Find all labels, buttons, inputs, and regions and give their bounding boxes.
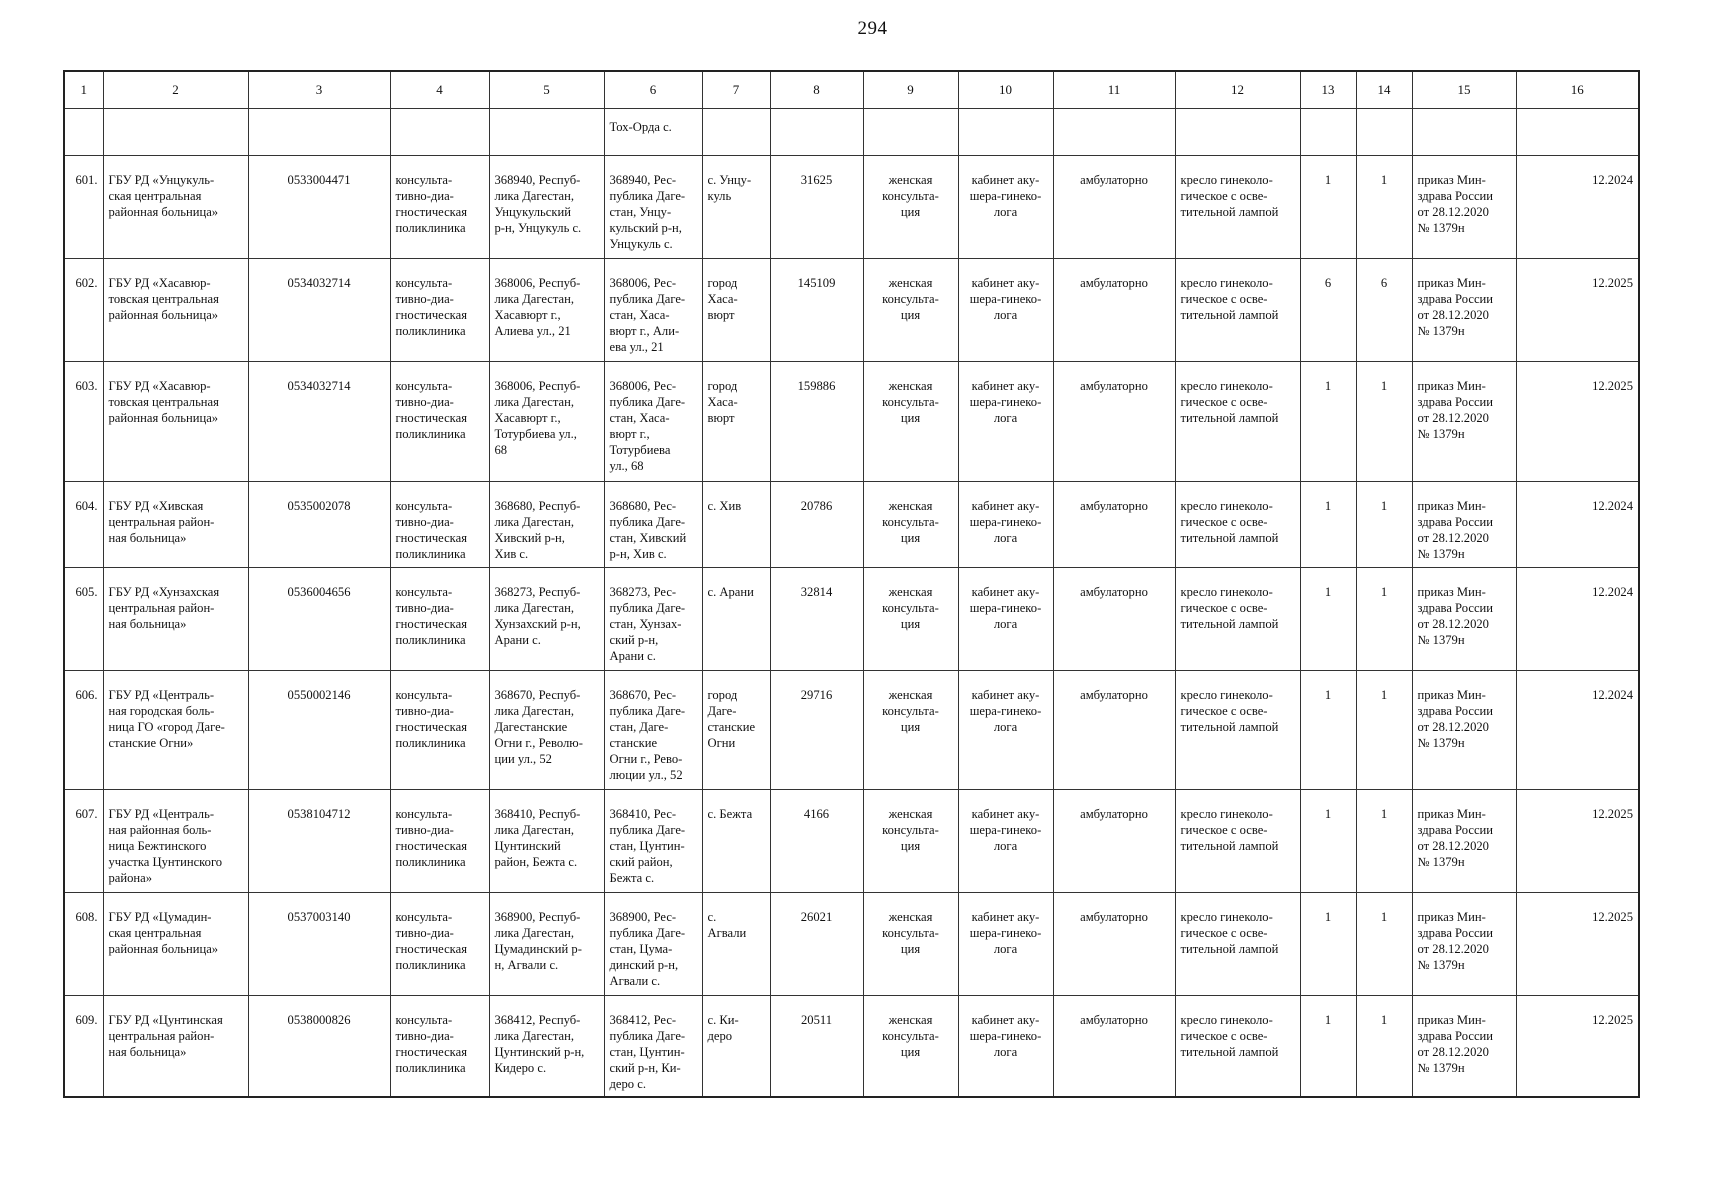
cell-legal-address: 368670, Респуб- лика Дагестан, Дагестанские Огни г., Револю- ции ул., 52	[489, 671, 604, 790]
cell-unit-type: консульта- тивно-диа- гностическая поликлиника	[390, 671, 489, 790]
cell-row-number: 606.	[64, 671, 103, 790]
column-header: 12	[1175, 71, 1300, 109]
cell-actual-address: 368900, Рес- публика Даге- стан, Цума- динский р-н, Агвали с.	[604, 893, 702, 996]
cell-quantity-needed: 1	[1300, 568, 1356, 671]
cell-care-form: амбулаторно	[1053, 996, 1175, 1098]
cell-office: кабинет аку- шера-гинеко- лога	[958, 671, 1053, 790]
cell-legal-address: 368410, Респуб- лика Дагестан, Цунтинский район, Бежта с.	[489, 790, 604, 893]
cell-quantity-planned: 1	[1356, 671, 1412, 790]
cell-population: 31625	[770, 156, 863, 259]
cell-quantity-needed: 1	[1300, 156, 1356, 259]
cell-unit-type: консульта- тивно-диа- гностическая поликлиника	[390, 996, 489, 1098]
cell-equipment: кресло гинеколо- гическое с осве- тительной лампой	[1175, 156, 1300, 259]
cell-quantity-planned: 1	[1356, 996, 1412, 1098]
cell-organization-name: ГБУ РД «Хивская центральная район- ная больница»	[103, 482, 248, 568]
cell-legal-address: 368940, Респуб- лика Дагестан, Унцукульский р-н, Унцукуль с.	[489, 156, 604, 259]
cell-care-form: амбулаторно	[1053, 259, 1175, 362]
column-header: 5	[489, 71, 604, 109]
cell-unit-type: консульта- тивно-диа- гностическая поликлиника	[390, 790, 489, 893]
cell-deadline: 12.2025	[1516, 259, 1639, 362]
cell-deadline: 12.2024	[1516, 482, 1639, 568]
column-header: 7	[702, 71, 770, 109]
cell-unit-type: консульта- тивно-диа- гностическая поликлиника	[390, 893, 489, 996]
table-cell	[770, 109, 863, 156]
cell-deadline: 12.2025	[1516, 790, 1639, 893]
column-header: 8	[770, 71, 863, 109]
cell-quantity-needed: 1	[1300, 482, 1356, 568]
cell-locality: с. Унцу- куль	[702, 156, 770, 259]
cell-standard-order: приказ Мин- здрава России от 28.12.2020 № 1379н	[1412, 362, 1516, 482]
cell-row-number: 604.	[64, 482, 103, 568]
cell-actual-address: 368940, Рес- публика Даге- стан, Унцу- кульский р-н, Унцукуль с.	[604, 156, 702, 259]
cell-population: 32814	[770, 568, 863, 671]
cell-quantity-needed: 1	[1300, 362, 1356, 482]
table-cell	[702, 109, 770, 156]
cell-standard-order: приказ Мин- здрава России от 28.12.2020 № 1379н	[1412, 790, 1516, 893]
cell-inn: 0534032714	[248, 259, 390, 362]
cell-legal-address: 368900, Респуб- лика Дагестан, Цумадинский р- н, Агвали с.	[489, 893, 604, 996]
cell-equipment: кресло гинеколо- гическое с осве- тительной лампой	[1175, 671, 1300, 790]
cell-organization-name: ГБУ РД «Хасавюр- товская центральная районная больница»	[103, 362, 248, 482]
cell-office: кабинет аку- шера-гинеко- лога	[958, 790, 1053, 893]
cell-organization-name: ГБУ РД «Хунзахская центральная район- ная больница»	[103, 568, 248, 671]
cell-inn: 0533004471	[248, 156, 390, 259]
cell-standard-order: приказ Мин- здрава России от 28.12.2020 № 1379н	[1412, 482, 1516, 568]
register-table	[63, 70, 1640, 1098]
cell-legal-address: 368006, Респуб- лика Дагестан, Хасавюрт г., Тотурбиева ул., 68	[489, 362, 604, 482]
table-row	[64, 893, 1639, 996]
column-header: 11	[1053, 71, 1175, 109]
cell-row-number: 608.	[64, 893, 103, 996]
cell-standard-order: приказ Мин- здрава России от 28.12.2020 № 1379н	[1412, 156, 1516, 259]
cell-organization-name: ГБУ РД «Цунтинская центральная район- ная больница»	[103, 996, 248, 1098]
cell-department: женская консульта- ция	[863, 671, 958, 790]
table-cell	[1516, 109, 1639, 156]
cell-row-number: 609.	[64, 996, 103, 1098]
cell-legal-address: 368006, Респуб- лика Дагестан, Хасавюрт г., Алиева ул., 21	[489, 259, 604, 362]
cell-care-form: амбулаторно	[1053, 362, 1175, 482]
cell-standard-order: приказ Мин- здрава России от 28.12.2020 № 1379н	[1412, 996, 1516, 1098]
cell-actual-address: 368670, Рес- публика Даге- стан, Даге- станские Огни г., Рево- люции ул., 52	[604, 671, 702, 790]
cell-quantity-planned: 1	[1356, 362, 1412, 482]
column-header: 6	[604, 71, 702, 109]
cell-inn: 0535002078	[248, 482, 390, 568]
cell-locality: с. Ки- деро	[702, 996, 770, 1098]
table-cell	[1175, 109, 1300, 156]
cell-population: 145109	[770, 259, 863, 362]
cell-actual-address: 368410, Рес- публика Даге- стан, Цунтин- ский район, Бежта с.	[604, 790, 702, 893]
table-cell	[64, 109, 103, 156]
cell-equipment: кресло гинеколо- гическое с осве- тительной лампой	[1175, 996, 1300, 1098]
cell-department: женская консульта- ция	[863, 482, 958, 568]
cell-care-form: амбулаторно	[1053, 671, 1175, 790]
table-cell	[1053, 109, 1175, 156]
table-row	[64, 996, 1639, 1098]
cell-locality: с. Бежта	[702, 790, 770, 893]
table-cell	[1300, 109, 1356, 156]
cell-deadline: 12.2024	[1516, 568, 1639, 671]
column-header: 13	[1300, 71, 1356, 109]
cell-inn: 0550002146	[248, 671, 390, 790]
cell-equipment: кресло гинеколо- гическое с осве- тительной лампой	[1175, 362, 1300, 482]
cell-organization-name: ГБУ РД «Централь- ная городская боль- ница ГО «город Даге- станские Огни»	[103, 671, 248, 790]
table-cell	[103, 109, 248, 156]
cell-inn: 0536004656	[248, 568, 390, 671]
table-cell	[1412, 109, 1516, 156]
cell-care-form: амбулаторно	[1053, 156, 1175, 259]
cell-equipment: кресло гинеколо- гическое с осве- тительной лампой	[1175, 790, 1300, 893]
cell-locality: город Даге- станские Огни	[702, 671, 770, 790]
table-row	[64, 362, 1639, 482]
cell-care-form: амбулаторно	[1053, 893, 1175, 996]
cell-office: кабинет аку- шера-гинеко- лога	[958, 362, 1053, 482]
cell-inn: 0537003140	[248, 893, 390, 996]
cell-equipment: кресло гинеколо- гическое с осве- тительной лампой	[1175, 259, 1300, 362]
cell-actual-address: 368006, Рес- публика Даге- стан, Хаса- вюрт г., Али- ева ул., 21	[604, 259, 702, 362]
cell-equipment: кресло гинеколо- гическое с осве- тительной лампой	[1175, 893, 1300, 996]
cell-locality: город Хаса- вюрт	[702, 362, 770, 482]
cell-department: женская консульта- ция	[863, 156, 958, 259]
cell-office: кабинет аку- шера-гинеко- лога	[958, 568, 1053, 671]
cell-population: 26021	[770, 893, 863, 996]
column-header: 3	[248, 71, 390, 109]
column-header-row	[64, 71, 1639, 109]
cell-row-number: 603.	[64, 362, 103, 482]
cell-deadline: 12.2025	[1516, 362, 1639, 482]
cell-locality: с. Арани	[702, 568, 770, 671]
cell-standard-order: приказ Мин- здрава России от 28.12.2020 № 1379н	[1412, 893, 1516, 996]
cell-organization-name: ГБУ РД «Централь- ная районная боль- ница Бежтинского участка Цунтинского района»	[103, 790, 248, 893]
column-header: 9	[863, 71, 958, 109]
cell-office: кабинет аку- шера-гинеко- лога	[958, 482, 1053, 568]
cell-inn: 0538000826	[248, 996, 390, 1098]
cell-department: женская консульта- ция	[863, 568, 958, 671]
column-header: 4	[390, 71, 489, 109]
cell-organization-name: ГБУ РД «Хасавюр- товская центральная районная больница»	[103, 259, 248, 362]
cell-locality: с. Хив	[702, 482, 770, 568]
table-cell	[390, 109, 489, 156]
cell-quantity-needed: 6	[1300, 259, 1356, 362]
cell-unit-type: консульта- тивно-диа- гностическая поликлиника	[390, 362, 489, 482]
cell-equipment: кресло гинеколо- гическое с осве- тительной лампой	[1175, 482, 1300, 568]
cell-unit-type: консульта- тивно-диа- гностическая поликлиника	[390, 156, 489, 259]
cell-care-form: амбулаторно	[1053, 482, 1175, 568]
cell-department: женская консульта- ция	[863, 790, 958, 893]
cell-quantity-planned: 1	[1356, 156, 1412, 259]
cell-population: 20786	[770, 482, 863, 568]
cell-population: 29716	[770, 671, 863, 790]
cell-office: кабинет аку- шера-гинеко- лога	[958, 996, 1053, 1098]
cell-locality: с. Агвали	[702, 893, 770, 996]
continuation-row	[64, 109, 1639, 156]
cell-row-number: 601.	[64, 156, 103, 259]
table-row	[64, 482, 1639, 568]
cell-actual-address: 368680, Рес- публика Даге- стан, Хивский р-н, Хив с.	[604, 482, 702, 568]
cell-equipment: кресло гинеколо- гическое с осве- тительной лампой	[1175, 568, 1300, 671]
cell-standard-order: приказ Мин- здрава России от 28.12.2020 № 1379н	[1412, 671, 1516, 790]
cell-locality: город Хаса- вюрт	[702, 259, 770, 362]
cell-department: женская консульта- ция	[863, 996, 958, 1098]
cell-quantity-needed: 1	[1300, 790, 1356, 893]
cell-unit-type: консульта- тивно-диа- гностическая поликлиника	[390, 568, 489, 671]
cell-deadline: 12.2024	[1516, 156, 1639, 259]
cell-care-form: амбулаторно	[1053, 568, 1175, 671]
cell-row-number: 602.	[64, 259, 103, 362]
cell-unit-type: консульта- тивно-диа- гностическая поликлиника	[390, 259, 489, 362]
table-row	[64, 671, 1639, 790]
cell-quantity-planned: 1	[1356, 893, 1412, 996]
cell-legal-address: 368680, Респуб- лика Дагестан, Хивский р-н, Хив с.	[489, 482, 604, 568]
table-cell	[958, 109, 1053, 156]
table-cell	[863, 109, 958, 156]
cell-row-number: 607.	[64, 790, 103, 893]
cell-deadline: 12.2025	[1516, 893, 1639, 996]
column-header: 1	[64, 71, 103, 109]
cell-department: женская консульта- ция	[863, 893, 958, 996]
cell-quantity-planned: 6	[1356, 259, 1412, 362]
cell-standard-order: приказ Мин- здрава России от 28.12.2020 № 1379н	[1412, 568, 1516, 671]
cell-deadline: 12.2024	[1516, 671, 1639, 790]
cell-department: женская консульта- ция	[863, 362, 958, 482]
cell-actual-address: 368273, Рес- публика Даге- стан, Хунзах- ский р-н, Арани с.	[604, 568, 702, 671]
cell-quantity-needed: 1	[1300, 996, 1356, 1098]
column-header: 15	[1412, 71, 1516, 109]
table-cell: Тох-Орда с.	[604, 109, 702, 156]
cell-organization-name: ГБУ РД «Цумадин- ская центральная районная больница»	[103, 893, 248, 996]
cell-population: 20511	[770, 996, 863, 1098]
cell-deadline: 12.2025	[1516, 996, 1639, 1098]
cell-unit-type: консульта- тивно-диа- гностическая поликлиника	[390, 482, 489, 568]
table-cell	[489, 109, 604, 156]
cell-organization-name: ГБУ РД «Унцукуль- ская центральная районная больница»	[103, 156, 248, 259]
cell-actual-address: 368412, Рес- публика Даге- стан, Цунтин- ский р-н, Ки- деро с.	[604, 996, 702, 1098]
cell-quantity-planned: 1	[1356, 568, 1412, 671]
cell-department: женская консульта- ция	[863, 259, 958, 362]
cell-legal-address: 368412, Респуб- лика Дагестан, Цунтинский р-н, Кидеро с.	[489, 996, 604, 1098]
table-body	[64, 156, 1639, 1098]
cell-legal-address: 368273, Респуб- лика Дагестан, Хунзахский р-н, Арани с.	[489, 568, 604, 671]
cell-office: кабинет аку- шера-гинеко- лога	[958, 259, 1053, 362]
table-row	[64, 156, 1639, 259]
cell-quantity-planned: 1	[1356, 790, 1412, 893]
table-cell	[248, 109, 390, 156]
cell-office: кабинет аку- шера-гинеко- лога	[958, 893, 1053, 996]
column-header: 2	[103, 71, 248, 109]
table-row	[64, 790, 1639, 893]
cell-inn: 0534032714	[248, 362, 390, 482]
cell-quantity-needed: 1	[1300, 671, 1356, 790]
cell-inn: 0538104712	[248, 790, 390, 893]
table-row	[64, 259, 1639, 362]
cell-standard-order: приказ Мин- здрава России от 28.12.2020 № 1379н	[1412, 259, 1516, 362]
cell-care-form: амбулаторно	[1053, 790, 1175, 893]
cell-quantity-planned: 1	[1356, 482, 1412, 568]
cell-quantity-needed: 1	[1300, 893, 1356, 996]
table-cell	[1356, 109, 1412, 156]
table-row	[64, 568, 1639, 671]
cell-population: 159886	[770, 362, 863, 482]
cell-actual-address: 368006, Рес- публика Даге- стан, Хаса- вюрт г., Тотурбиева ул., 68	[604, 362, 702, 482]
column-header: 14	[1356, 71, 1412, 109]
cell-population: 4166	[770, 790, 863, 893]
page-number: 294	[857, 18, 888, 39]
cell-row-number: 605.	[64, 568, 103, 671]
column-header: 16	[1516, 71, 1639, 109]
column-header: 10	[958, 71, 1053, 109]
cell-office: кабинет аку- шера-гинеко- лога	[958, 156, 1053, 259]
